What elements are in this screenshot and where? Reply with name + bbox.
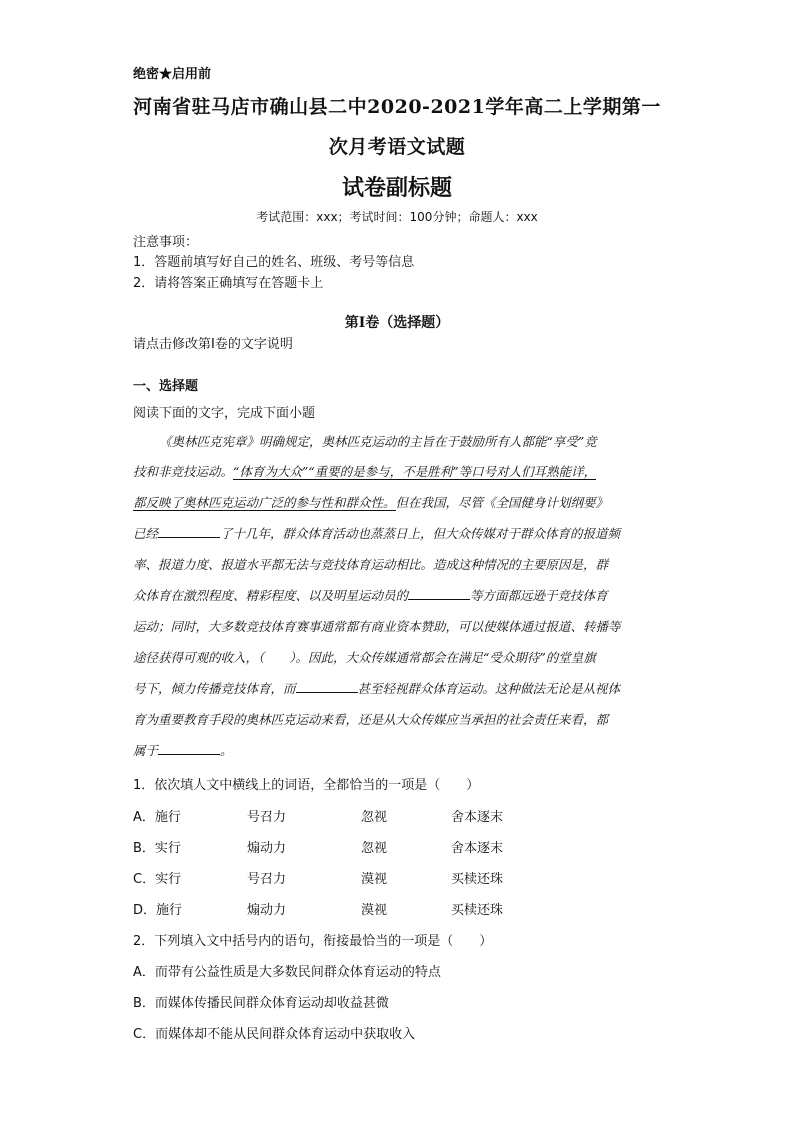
question-1-option-a[interactable] bbox=[133, 806, 503, 825]
option-cell: 漠视 bbox=[361, 903, 388, 918]
passage-text: 号下，倾力传播竞技体育，而 bbox=[133, 681, 296, 696]
question-1-option-d[interactable] bbox=[133, 899, 503, 918]
option-cell: C．实行 bbox=[133, 872, 182, 887]
part-heading: 一、选择题 bbox=[133, 379, 199, 394]
option-cell: 漠视 bbox=[361, 872, 388, 887]
passage-line: 途径获得可观的收入，（ ）。因此，大众传媒通常都会在满足“受众期待”的堂皇旗 bbox=[133, 650, 596, 665]
passage-text: 了十几年，群众体育活动也蒸蒸日上，但大众传媒对于群众体育的报道频 bbox=[220, 526, 621, 541]
option-cell: 煽动力 bbox=[247, 903, 287, 918]
fill-blank-3 bbox=[296, 681, 358, 693]
passage-text: 甚至轻视群众体育运动。这种做法无论是从视体 bbox=[357, 681, 621, 696]
passage-line bbox=[133, 586, 661, 604]
question-2-option-b[interactable]: B．而媒体传播民间群众体育运动却收益甚微 bbox=[133, 996, 389, 1011]
option-cell: 买椟还珠 bbox=[451, 872, 504, 887]
passage-text: 技和非竞技运动。 bbox=[133, 464, 234, 479]
passage-line: 运动；同时，大多数竞技体育赛事通常都有商业资本赞助，可以使媒体通过报道、转播等 bbox=[133, 619, 621, 634]
exam-title-line1: 河南省驻马店市确山县二中2020-2021学年高二上学期第一 bbox=[133, 96, 661, 118]
option-cell: 忽视 bbox=[361, 841, 388, 856]
passage-text: 属于 bbox=[133, 743, 159, 758]
question-2-option-a[interactable]: A．而带有公益性质是大多数民间群众体育运动的特点 bbox=[133, 965, 441, 980]
option-cell: D．施行 bbox=[133, 903, 183, 918]
option-cell: 号召力 bbox=[247, 872, 287, 887]
option-cell: 舍本逐末 bbox=[451, 841, 504, 856]
passage-line: 育为重要教育手段的奥林匹克运动来看，还是从大众传媒应当承担的社会责任来看，都 bbox=[133, 712, 609, 727]
notice-label: 注意事项： bbox=[133, 235, 199, 250]
question-1-option-b[interactable] bbox=[133, 837, 503, 856]
notice-item-1: 1．答题前填写好自己的姓名、班级、考号等信息 bbox=[133, 255, 415, 270]
option-cell: 煽动力 bbox=[247, 841, 287, 856]
section-title: 第I卷（选择题） bbox=[344, 315, 450, 331]
question-2-option-c[interactable]: C．而媒体却不能从民间群众体育运动中获取收入 bbox=[133, 1027, 416, 1042]
passage-line: 率、报道力度、报道水平都无法与竞技体育运动相比。造成这种情况的主要原因是，群 bbox=[133, 557, 609, 572]
underlined-text: 都反映了奥林匹克运动广泛的参与性和群众性。 bbox=[133, 495, 396, 510]
fill-blank-1 bbox=[158, 526, 220, 538]
passage-text: 。 bbox=[220, 743, 233, 758]
passage-text: 但在我国，尽管《全国健身计划纲要》 bbox=[395, 495, 609, 510]
passage-line bbox=[133, 679, 661, 697]
question-2-stem: 2．下列填入文中括号内的语句，衔接最恰当的一项是（ ） bbox=[133, 934, 493, 949]
reading-instruction: 阅读下面的文字，完成下面小题 bbox=[133, 406, 316, 421]
exam-info: 考试范围：xxx；考试时间：100分钟；命题人：xxx bbox=[256, 210, 538, 224]
secret-label: 绝密★启用前 bbox=[133, 67, 212, 82]
passage-line bbox=[133, 524, 661, 542]
passage-text: 已经 bbox=[133, 526, 159, 541]
option-cell: A．施行 bbox=[133, 810, 181, 825]
option-cell: B．实行 bbox=[133, 841, 181, 856]
passage-line bbox=[133, 462, 661, 480]
notice-item-2: 2．请将答案正确填写在答题卡上 bbox=[133, 276, 324, 291]
passage-text: 等方面都远逊于竞技体育 bbox=[470, 588, 608, 603]
passage-text: 众体育在激烈程度、精彩程度、以及明星运动员的 bbox=[133, 588, 409, 603]
exam-title-line2: 次月考语文试题 bbox=[328, 136, 466, 158]
fill-blank-2 bbox=[408, 588, 470, 600]
passage-line bbox=[133, 741, 661, 759]
option-cell: 买椟还珠 bbox=[451, 903, 504, 918]
exam-subtitle: 试卷副标题 bbox=[341, 175, 452, 201]
fill-blank-4 bbox=[158, 743, 220, 755]
underlined-text: “体育为大众”“重要的是参与，不是胜利”等口号对人们耳熟能详， bbox=[233, 464, 597, 479]
passage-line bbox=[133, 493, 661, 511]
option-cell: 舍本逐末 bbox=[451, 810, 504, 825]
option-cell: 号召力 bbox=[247, 810, 287, 825]
section-note: 请点击修改第I卷的文字说明 bbox=[133, 337, 293, 352]
option-cell: 忽视 bbox=[361, 810, 388, 825]
question-1-option-c[interactable] bbox=[133, 868, 503, 887]
passage-line: 《奥林匹克宪章》明确规定，奥林匹克运动的主旨在于鼓励所有人都能“享受”竞 bbox=[159, 434, 597, 449]
question-1-stem: 1．依次填人文中横线上的词语，全都恰当的一项是（ ） bbox=[133, 778, 480, 793]
